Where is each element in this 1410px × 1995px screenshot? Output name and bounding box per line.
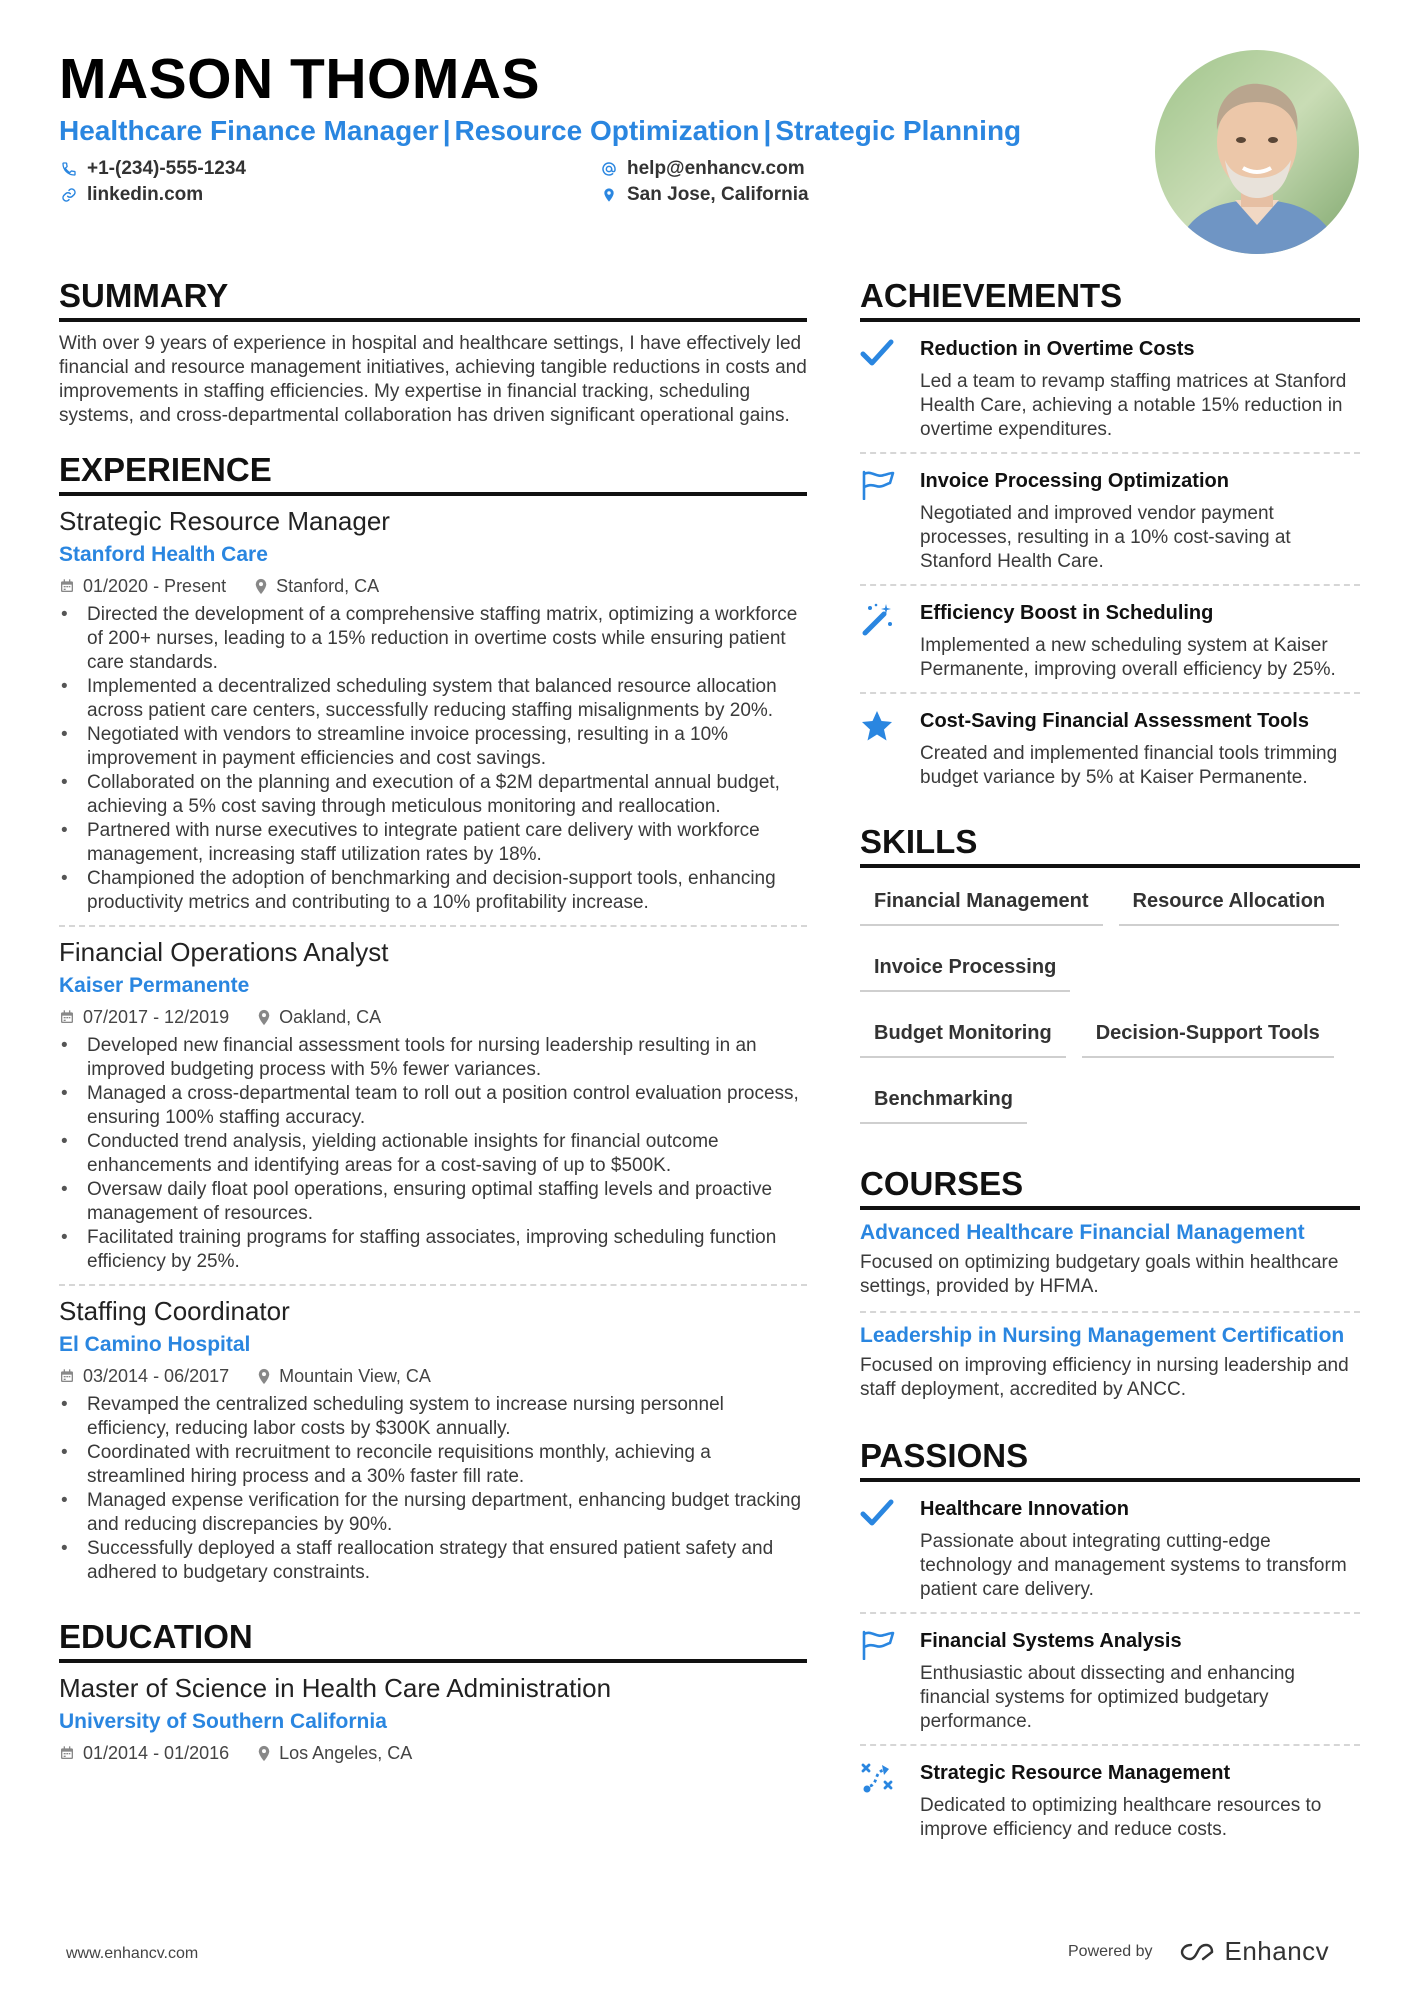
item-body xyxy=(902,468,1360,574)
bullet-item: • Facilitated training programs for staffing associates, improving scheduling function efficiency by 25%. xyxy=(59,1226,807,1274)
skill-tag: Budget Monitoring xyxy=(860,1010,1066,1058)
headline-focus: Resource Optimization xyxy=(454,115,760,146)
summary-text: With over 9 years of experience in hospital and healthcare settings, I have effectively led financial and resource management initiatives, achieving tangible reductions in costs and improvements in staffing efficiencies. My expertise in financial tracking, scheduling systems, and cross-departmental collaboration has driven significant operational gains. xyxy=(59,333,807,426)
item-title: Reduction in Overtime Costs xyxy=(920,338,1195,360)
left-column xyxy=(59,276,807,1798)
company-name: El Camino Hospital xyxy=(59,1333,251,1356)
location-pin-icon xyxy=(599,185,619,205)
item-title: Healthcare Innovation xyxy=(920,1498,1129,1520)
at-icon xyxy=(599,159,619,179)
calendar-icon xyxy=(59,578,75,594)
location-text: San Jose, California xyxy=(627,184,809,205)
bullet-item: • Implemented a decentralized scheduling system that balanced resource allocation across patient care centers, successfully reducing staffing misalignments by 20%. xyxy=(59,675,807,723)
job-location-text: Oakland, CA xyxy=(279,1007,382,1027)
job-bullets xyxy=(59,1393,807,1585)
course-title: Advanced Healthcare Financial Management xyxy=(860,1221,1305,1244)
item-title: Efficiency Boost in Scheduling xyxy=(920,602,1214,624)
skill-tag: Benchmarking xyxy=(860,1076,1027,1124)
location-pin-icon xyxy=(257,1009,271,1026)
achievement-item xyxy=(860,694,1360,800)
item-body xyxy=(902,1496,1360,1602)
company-name: Stanford Health Care xyxy=(59,543,268,566)
job-dates xyxy=(59,1004,229,1030)
calendar-icon xyxy=(59,1009,75,1025)
magic-wand-icon xyxy=(860,600,902,682)
bullet-item: • Managed a cross-departmental team to roll out a position control evaluation process, ensuring 100% staffing accuracy. xyxy=(59,1082,807,1130)
bullet-item: • Revamped the centralized scheduling system to increase nursing personnel efficiency, reducing labor costs by $300K annually. xyxy=(59,1393,807,1441)
bullet-item: • Coordinated with recruitment to reconcile requisitions monthly, achieving a streamlined hiring process and a 30% faster fill rate. xyxy=(59,1441,807,1489)
item-description: Led a team to revamp staffing matrices at Stanford Health Care, achieving a notable 15% reduction in overtime expenditures. xyxy=(920,371,1347,440)
job-meta xyxy=(59,1363,807,1389)
location-pin-icon xyxy=(257,1745,271,1762)
experience-section xyxy=(59,450,807,1595)
item-body xyxy=(902,1628,1360,1734)
skill-tag: Decision-Support Tools xyxy=(1082,1010,1334,1058)
headline-separator: | xyxy=(442,115,451,146)
skills-section xyxy=(860,822,1360,1142)
powered-by-text: Powered by xyxy=(1068,1942,1153,1960)
flag-icon xyxy=(860,468,902,574)
education-location-text: Los Angeles, CA xyxy=(279,1743,413,1763)
star-icon xyxy=(860,708,902,790)
achievement-item xyxy=(860,454,1360,586)
enhancv-logo-icon xyxy=(1179,1942,1215,1962)
bullet-item: • Directed the development of a comprehensive staffing matrix, optimizing a workforce of 200+ nurses, leading to a 15% reduction in overtime costs while ensuring patient care standards. xyxy=(59,603,807,675)
education-meta xyxy=(59,1740,807,1766)
job-meta xyxy=(59,573,807,599)
bullet-item: • Conducted trend analysis, yielding actionable insights for financial outcome enhancements and identifying areas for a cost-saving of up to $500K. xyxy=(59,1130,807,1178)
job-title: Strategic Resource Manager xyxy=(59,506,390,536)
job-location-text: Mountain View, CA xyxy=(279,1366,431,1386)
job-dates xyxy=(59,573,226,599)
email-address: help@enhancv.com xyxy=(627,158,805,179)
contact-location xyxy=(599,182,809,208)
education-section xyxy=(59,1617,807,1776)
passion-item xyxy=(860,1614,1360,1746)
courses-section xyxy=(860,1164,1360,1414)
brand-name: Enhancv xyxy=(1224,1936,1330,1966)
experience-entry xyxy=(59,927,807,1286)
headline xyxy=(59,114,1179,148)
passions-section xyxy=(860,1436,1360,1852)
item-description: Negotiated and improved vendor payment processes, resulting in a 10% cost-saving at Stanford Health Care. xyxy=(920,503,1291,572)
job-bullets xyxy=(59,603,807,915)
item-title: Strategic Resource Management xyxy=(920,1762,1231,1784)
location-pin-icon xyxy=(254,578,268,595)
skill-tag: Financial Management xyxy=(860,878,1103,926)
footer-branding[interactable] xyxy=(1068,1936,1329,1967)
bullet-item: • Developed new financial assessment tools for nursing leadership resulting in an improved budgeting process with 5% fewer variances. xyxy=(59,1034,807,1082)
item-body xyxy=(902,1760,1360,1842)
item-title: Financial Systems Analysis xyxy=(920,1630,1182,1652)
bullet-item: • Collaborated on the planning and execution of a $2M departmental annual budget, achieving a 5% cost saving through meticulous monitoring and reallocation. xyxy=(59,771,807,819)
item-title: Invoice Processing Optimization xyxy=(920,470,1229,492)
bullet-item: • Managed expense verification for the nursing department, enhancing budget tracking and reducing discrepancies by 90%. xyxy=(59,1489,807,1537)
item-description: Dedicated to optimizing healthcare resources to improve efficiency and reduce costs. xyxy=(920,1795,1322,1840)
checkmark-icon xyxy=(860,1496,902,1602)
degree-title: Master of Science in Health Care Administration xyxy=(59,1673,612,1703)
achievements-list xyxy=(860,322,1360,800)
experience-entry xyxy=(59,1286,807,1595)
course-description: Focused on optimizing budgetary goals within healthcare settings, provided by HFMA. xyxy=(860,1252,1339,1297)
profile-photo xyxy=(1155,50,1359,254)
course-item xyxy=(860,1210,1360,1313)
flag-icon xyxy=(860,1628,902,1734)
course-title: Leadership in Nursing Management Certification xyxy=(860,1324,1345,1347)
education-location xyxy=(257,1740,412,1766)
passion-item xyxy=(860,1746,1360,1852)
achievement-item xyxy=(860,322,1360,454)
link-icon xyxy=(59,185,79,205)
strategy-icon xyxy=(860,1760,902,1842)
headline-specialty: Strategic Planning xyxy=(775,115,1022,146)
item-description: Passionate about integrating cutting-edge technology and management systems to transform patient care delivery. xyxy=(920,1531,1347,1600)
education-dates xyxy=(59,1740,229,1766)
summary-section xyxy=(59,276,807,428)
calendar-icon xyxy=(59,1368,75,1384)
item-body xyxy=(902,600,1360,682)
school-name: University of Southern California xyxy=(59,1710,387,1733)
contact-email[interactable] xyxy=(599,156,805,182)
candidate-name: MASON THOMAS xyxy=(59,47,540,111)
bullet-item: • Oversaw daily float pool operations, ensuring optimal staffing levels and proactive management of resources. xyxy=(59,1178,807,1226)
bullet-item: • Negotiated with vendors to streamline invoice processing, resulting in a 10% improvement in payment efficiencies and cost savings. xyxy=(59,723,807,771)
course-item xyxy=(860,1313,1360,1414)
education-dates-text: 01/2014 - 01/2016 xyxy=(83,1743,230,1763)
resume-header xyxy=(59,46,1179,216)
bullet-item: • Partnered with nurse executives to integrate patient care delivery with workforce management, increasing staff utilization rates by 18%. xyxy=(59,819,807,867)
bullet-item: • Championed the adoption of benchmarking and decision-support tools, enhancing productivity metrics and contributing to a 10% profitability increase. xyxy=(59,867,807,915)
job-title: Staffing Coordinator xyxy=(59,1296,290,1326)
location-pin-icon xyxy=(257,1368,271,1385)
item-body xyxy=(902,708,1360,790)
job-title: Financial Operations Analyst xyxy=(59,937,389,967)
item-description: Created and implemented financial tools trimming budget variance by 5% at Kaiser Permanente. xyxy=(920,743,1338,788)
experience-list xyxy=(59,496,807,1595)
item-description: Enthusiastic about dissecting and enhancing financial systems for optimized budgetary performance. xyxy=(920,1663,1295,1732)
contact-info xyxy=(59,156,1179,216)
phone-number: +1-(234)-555-1234 xyxy=(87,158,246,179)
headline-separator: | xyxy=(763,115,772,146)
section-title-skills: SKILLS xyxy=(860,822,1360,868)
section-title-passions: PASSIONS xyxy=(860,1436,1360,1482)
calendar-icon xyxy=(59,1745,75,1761)
job-location xyxy=(257,1004,381,1030)
job-location xyxy=(257,1363,431,1389)
education-entry xyxy=(59,1663,807,1776)
section-title-education: EDUCATION xyxy=(59,1617,807,1663)
section-title-courses: COURSES xyxy=(860,1164,1360,1210)
job-dates-text: 03/2014 - 06/2017 xyxy=(83,1366,230,1386)
company-name: Kaiser Permanente xyxy=(59,974,250,997)
courses-list xyxy=(860,1210,1360,1414)
contact-linkedin[interactable] xyxy=(59,182,203,208)
headline-role: Healthcare Finance Manager xyxy=(59,115,439,146)
item-body xyxy=(902,336,1360,442)
passions-list xyxy=(860,1482,1360,1852)
job-location xyxy=(254,573,379,599)
passion-item xyxy=(860,1482,1360,1614)
item-description: Implemented a new scheduling system at Kaiser Permanente, improving overall efficiency by 25%. xyxy=(920,635,1336,680)
section-title-achievements: ACHIEVEMENTS xyxy=(860,276,1360,322)
skill-tag: Invoice Processing xyxy=(860,944,1070,992)
job-dates xyxy=(59,1363,229,1389)
course-description: Focused on improving efficiency in nursing leadership and staff deployment, accredited by ANCC. xyxy=(860,1355,1349,1400)
achievements-section xyxy=(860,276,1360,800)
contact-phone[interactable] xyxy=(59,156,246,182)
job-bullets xyxy=(59,1034,807,1274)
section-title-experience: EXPERIENCE xyxy=(59,450,807,496)
item-title: Cost-Saving Financial Assessment Tools xyxy=(920,710,1309,732)
section-title-summary: SUMMARY xyxy=(59,276,807,322)
job-dates-text: 01/2020 - Present xyxy=(83,576,227,596)
linkedin-url: linkedin.com xyxy=(87,184,204,205)
experience-entry xyxy=(59,496,807,927)
skill-tag: Resource Allocation xyxy=(1119,878,1340,926)
skills-list xyxy=(860,868,1360,1142)
bullet-item: • Successfully deployed a staff reallocation strategy that ensured patient safety and adhered to budgetary constraints. xyxy=(59,1537,807,1585)
phone-icon xyxy=(59,159,79,179)
job-location-text: Stanford, CA xyxy=(276,576,380,596)
checkmark-icon xyxy=(860,336,902,442)
job-meta xyxy=(59,1004,807,1030)
right-column xyxy=(860,276,1360,1874)
footer-website[interactable]: www.enhancv.com xyxy=(66,1945,199,1962)
job-dates-text: 07/2017 - 12/2019 xyxy=(83,1007,230,1027)
achievement-item xyxy=(860,586,1360,694)
